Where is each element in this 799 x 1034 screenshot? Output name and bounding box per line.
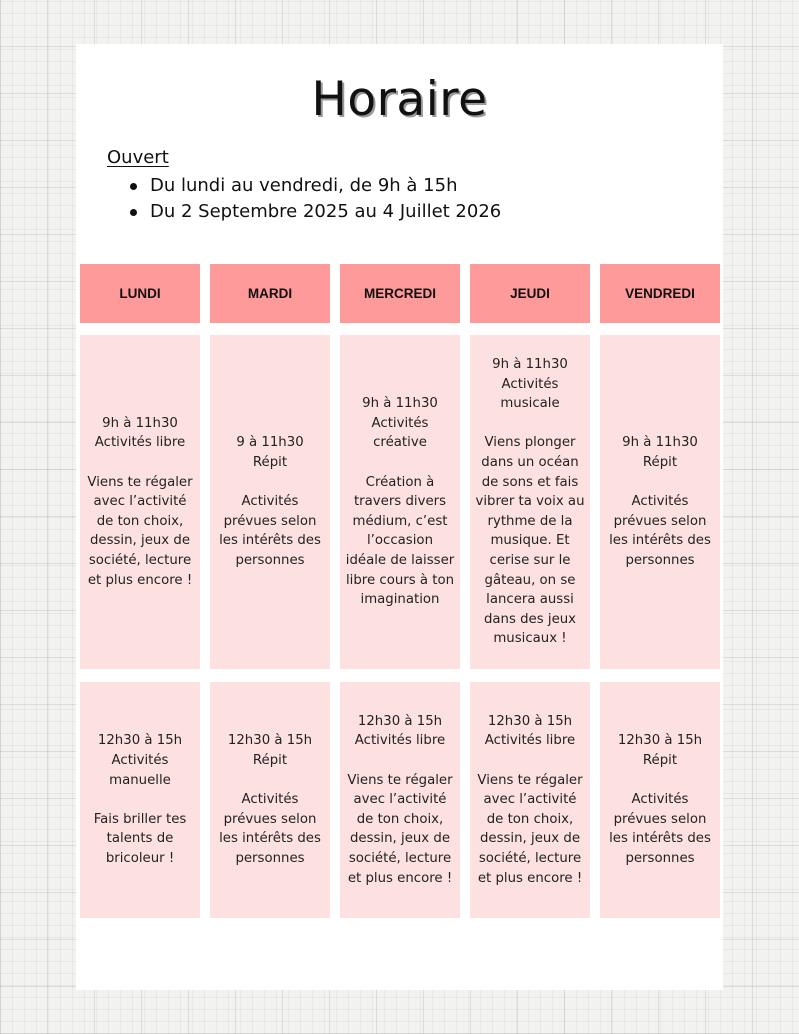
day-header-lundi: LUNDI xyxy=(80,264,200,323)
morning-cell-mardi xyxy=(210,335,330,669)
open-days-item: Du lundi au vendredi, de 9h à 15h xyxy=(130,173,501,199)
open-dates-item: Du 2 Septembre 2025 au 4 Juillet 2026 xyxy=(130,199,501,225)
day-header-jeudi: JEUDI xyxy=(470,264,590,323)
morning-cell-jeudi xyxy=(470,335,590,669)
afternoon-text-lundi: 12h30 à 15h Activités manuelle Fais briller tes talents de bricoleur ! xyxy=(93,733,187,866)
open-label: Ouvert xyxy=(107,147,169,168)
afternoon-text-mardi: 12h30 à 15h Répit Activités prévues selon les intérêts des personnes xyxy=(219,733,321,866)
afternoon-text-vendredi: 12h30 à 15h Répit Activités prévues selon les intérêts des personnes xyxy=(609,733,711,866)
day-header-mercredi: MERCREDI xyxy=(340,264,460,323)
afternoon-cell-mercredi xyxy=(340,682,460,918)
afternoon-cell-mardi xyxy=(210,682,330,918)
morning-text-mardi: 9 à 11h30 Répit Activités prévues selon les intérêts des personnes xyxy=(219,435,321,568)
morning-cell-lundi xyxy=(80,335,200,669)
afternoon-cell-lundi xyxy=(80,682,200,918)
day-header-vendredi: VENDREDI xyxy=(600,264,720,323)
day-header-mardi: MARDI xyxy=(210,264,330,323)
page-title: Horaire xyxy=(311,72,488,127)
morning-text-jeudi: 9h à 11h30 Activités musicale Viens plonger dans un océan de sons et fais vibrer ta voix au rythme de la musique. Et cerise sur le gâteau, on se lancera aussi dans des jeux musicaux ! xyxy=(475,357,585,647)
morning-text-mercredi: 9h à 11h30 Activités créative Création à travers divers médium, c’est l’occasion idéale de laisser libre cours à ton imagination xyxy=(345,396,455,608)
morning-text-lundi: 9h à 11h30 Activités libre Viens te régaler avec l’activité de ton choix, dessin, jeux de société, lecture et plus encore ! xyxy=(87,415,193,588)
afternoon-cell-vendredi xyxy=(600,682,720,918)
afternoon-cell-jeudi xyxy=(470,682,590,918)
morning-text-vendredi: 9h à 11h30 Répit Activités prévues selon les intérêts des personnes xyxy=(609,435,711,568)
afternoon-text-jeudi: 12h30 à 15h Activités libre Viens te régaler avec l’activité de ton choix, dessin, jeux de société, lecture et plus encore ! xyxy=(477,713,583,886)
morning-cell-mercredi xyxy=(340,335,460,669)
afternoon-text-mercredi: 12h30 à 15h Activités libre Viens te régaler avec l’activité de ton choix, dessin, jeux de société, lecture et plus encore ! xyxy=(347,713,453,886)
open-info-list xyxy=(130,173,501,225)
morning-cell-vendredi xyxy=(600,335,720,669)
